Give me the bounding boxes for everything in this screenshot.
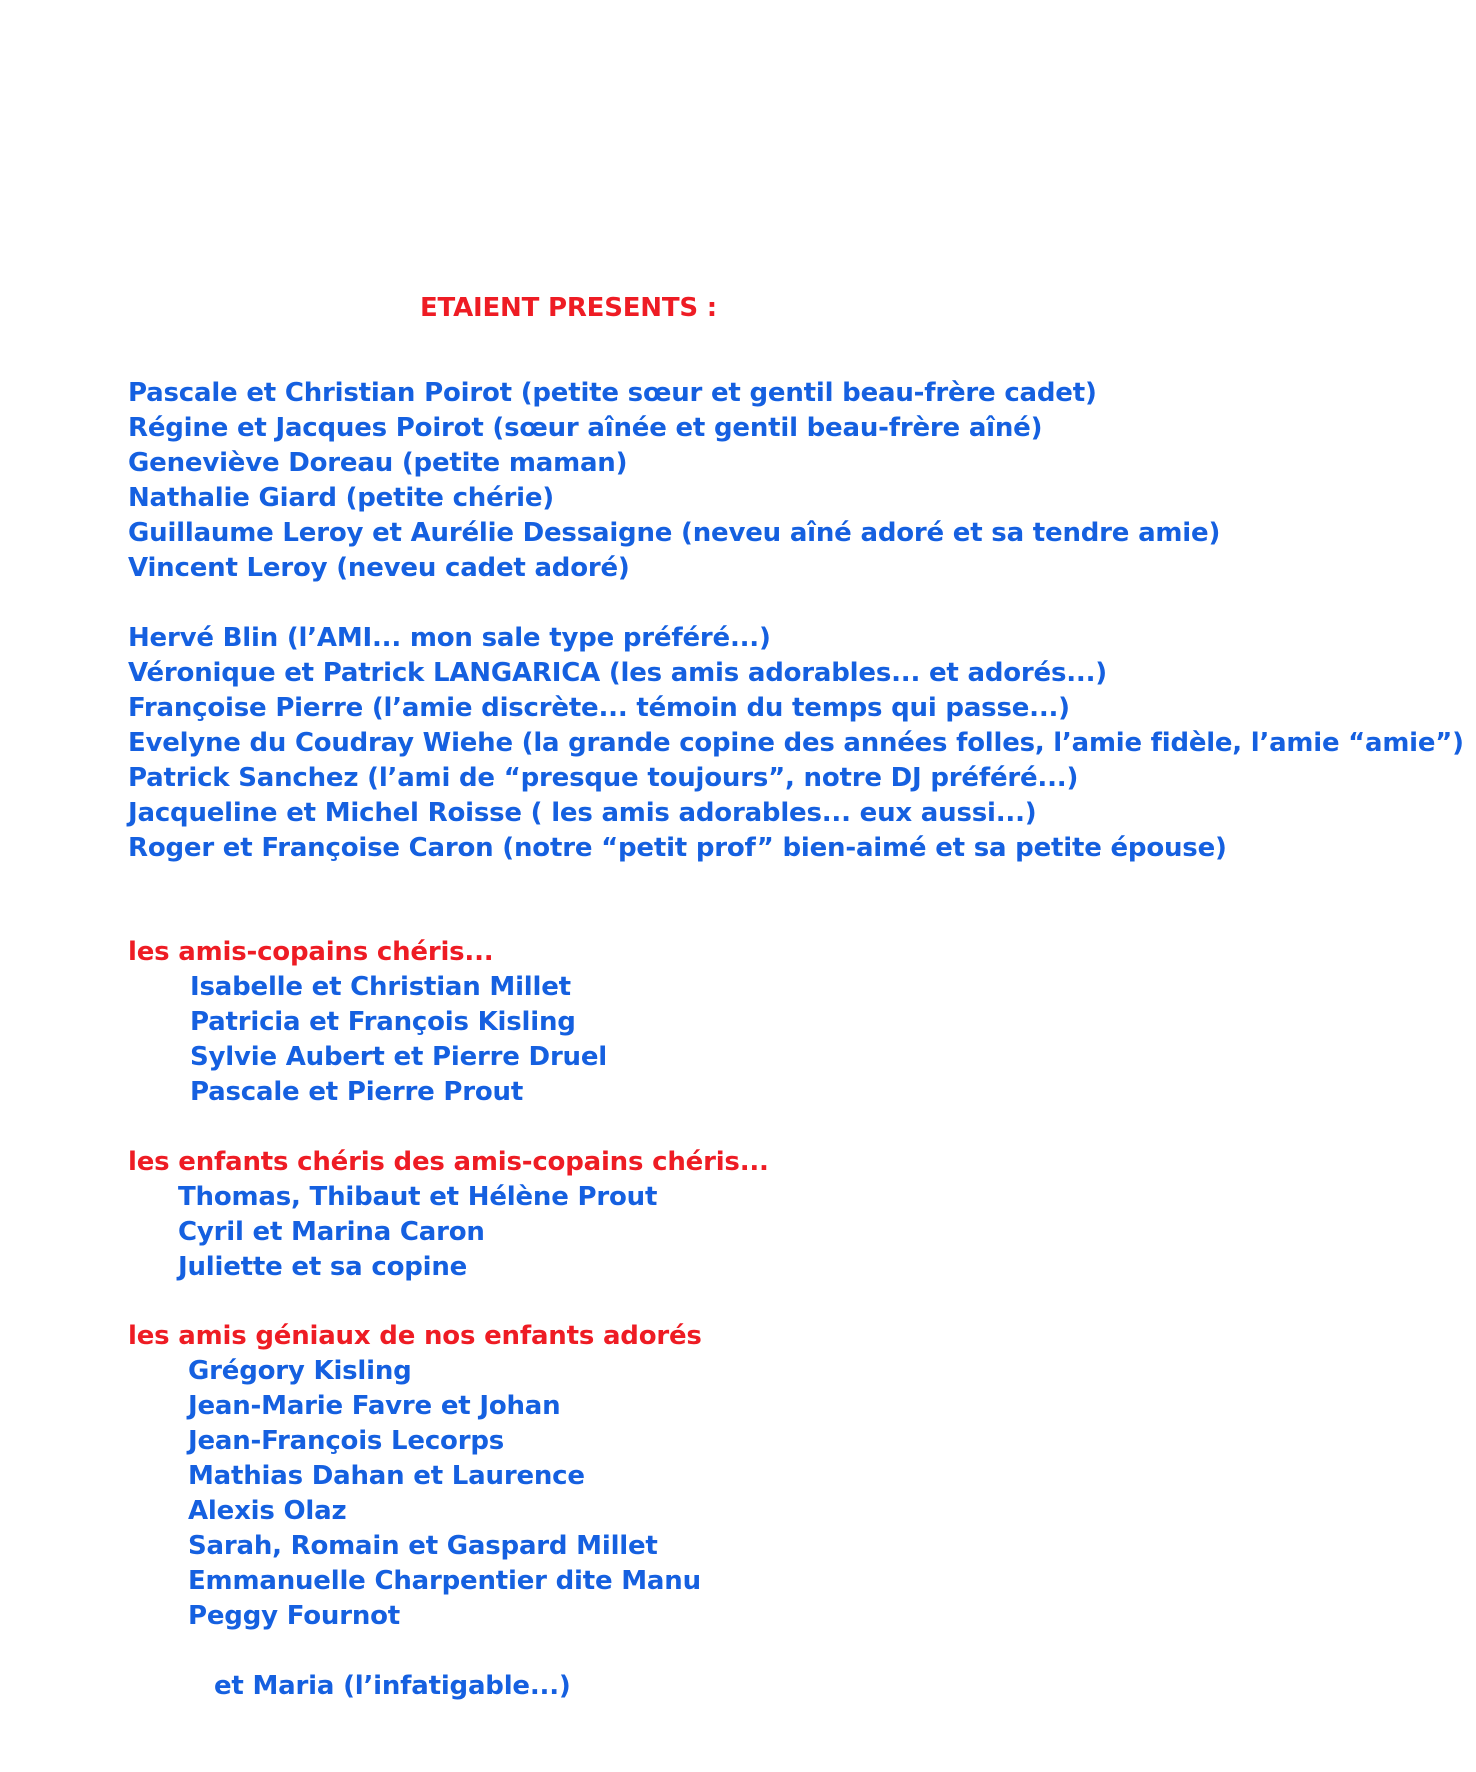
copain-item: Isabelle et Christian Millet <box>190 972 571 1002</box>
friend-line: Patrick Sanchez (l’ami de “presque toujours”, notre DJ préféré...) <box>128 763 1079 793</box>
enfant-item: Juliette et sa copine <box>178 1252 468 1282</box>
family-line: Nathalie Giard (petite chérie) <box>128 483 554 513</box>
friend-line: Véronique et Patrick LANGARICA (les amis adorables... et adorés...) <box>128 658 1107 688</box>
section-heading-copains: les amis-copains chéris... <box>128 937 494 967</box>
enfant-item: Cyril et Marina Caron <box>178 1217 485 1247</box>
page-title: ETAIENT PRESENTS : <box>420 293 717 323</box>
section-heading-enfants: les enfants chéris des amis-copains chéris... <box>128 1147 769 1177</box>
genial-item: Jean-Marie Favre et Johan <box>188 1391 561 1421</box>
closing-line: et Maria (l’infatigable...) <box>214 1671 571 1701</box>
genial-item: Grégory Kisling <box>188 1356 412 1386</box>
family-line: Guillaume Leroy et Aurélie Dessaigne (neveu aîné adoré et sa tendre amie) <box>128 518 1221 548</box>
enfant-item: Thomas, Thibaut et Hélène Prout <box>178 1182 658 1212</box>
friend-line: Roger et Françoise Caron (notre “petit prof” bien-aimé et sa petite épouse) <box>128 833 1227 863</box>
family-line: Pascale et Christian Poirot (petite sœur et gentil beau-frère cadet) <box>128 378 1097 408</box>
genial-item: Sarah, Romain et Gaspard Millet <box>188 1531 658 1561</box>
genial-item: Jean-François Lecorps <box>188 1426 505 1456</box>
copain-item: Pascale et Pierre Prout <box>190 1077 524 1107</box>
friend-line: Hervé Blin (l’AMI... mon sale type préféré...) <box>128 623 771 653</box>
section-heading-geniaux: les amis géniaux de nos enfants adorés <box>128 1321 702 1351</box>
copain-item: Sylvie Aubert et Pierre Druel <box>190 1042 608 1072</box>
family-line: Régine et Jacques Poirot (sœur aînée et gentil beau-frère aîné) <box>128 413 1043 443</box>
genial-item: Peggy Fournot <box>188 1601 401 1631</box>
friend-line: Françoise Pierre (l’amie discrète... témoin du temps qui passe...) <box>128 693 1070 723</box>
genial-item: Alexis Olaz <box>188 1496 347 1526</box>
copain-item: Patricia et François Kisling <box>190 1007 576 1037</box>
family-line: Geneviève Doreau (petite maman) <box>128 448 628 478</box>
friend-line: Jacqueline et Michel Roisse ( les amis adorables... eux aussi...) <box>128 798 1037 828</box>
genial-item: Mathias Dahan et Laurence <box>188 1461 585 1491</box>
family-line: Vincent Leroy (neveu cadet adoré) <box>128 553 630 583</box>
friend-line: Evelyne du Coudray Wiehe (la grande copine des années folles, l’amie fidèle, l’amie “amie”) <box>128 728 1464 758</box>
genial-item: Emmanuelle Charpentier dite Manu <box>188 1566 701 1596</box>
